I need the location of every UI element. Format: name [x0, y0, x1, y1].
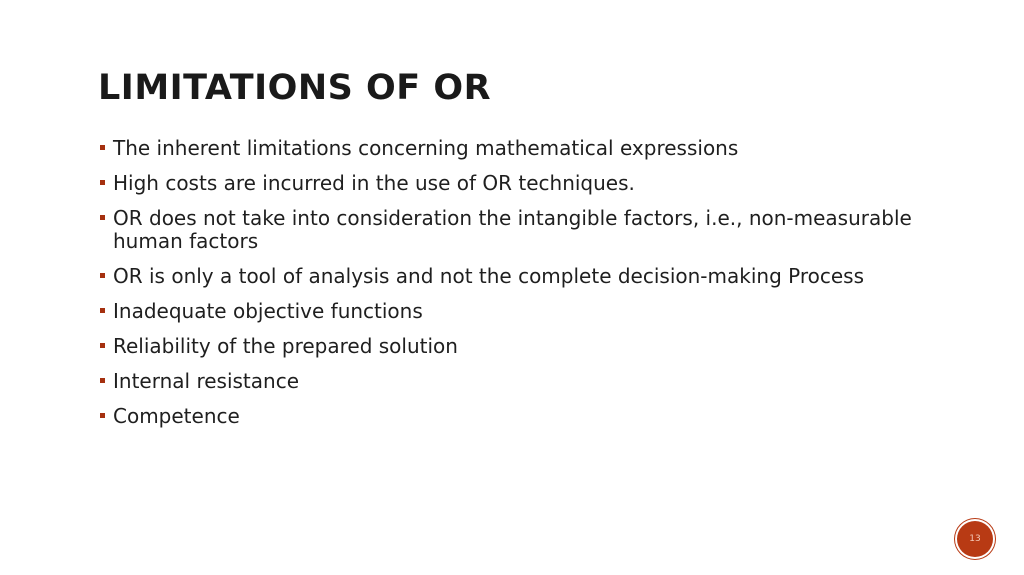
bullet-item — [98, 300, 938, 323]
square-bullet-icon — [100, 145, 105, 150]
square-bullet-icon — [100, 215, 105, 220]
page-number-badge — [957, 521, 993, 557]
square-bullet-icon — [100, 413, 105, 418]
square-bullet-icon — [100, 308, 105, 313]
square-bullet-icon — [100, 378, 105, 383]
page-number: 13 — [969, 534, 981, 544]
bullet-text: High costs are incurred in the use of OR techniques. — [113, 171, 635, 195]
bullet-item — [98, 335, 938, 358]
bullet-text: The inherent limitations concerning mathematical expressions — [113, 136, 739, 160]
bullet-text: Competence — [113, 404, 240, 428]
bullet-list — [98, 137, 938, 440]
bullet-item — [98, 172, 938, 195]
bullet-item — [98, 370, 938, 393]
bullet-text: OR is only a tool of analysis and not the complete decision-making Process — [113, 264, 864, 288]
bullet-text: Inadequate objective functions — [113, 299, 423, 323]
square-bullet-icon — [100, 343, 105, 348]
slide-title: LIMITATIONS OF OR — [98, 68, 492, 108]
bullet-item — [98, 137, 938, 160]
bullet-text: OR does not take into consideration the intangible factors, i.e., non-measurable human factors — [113, 206, 912, 253]
bullet-item — [98, 207, 938, 253]
square-bullet-icon — [100, 180, 105, 185]
square-bullet-icon — [100, 273, 105, 278]
bullet-item — [98, 265, 938, 288]
bullet-text: Internal resistance — [113, 369, 299, 393]
bullet-text: Reliability of the prepared solution — [113, 334, 458, 358]
bullet-item — [98, 405, 938, 428]
